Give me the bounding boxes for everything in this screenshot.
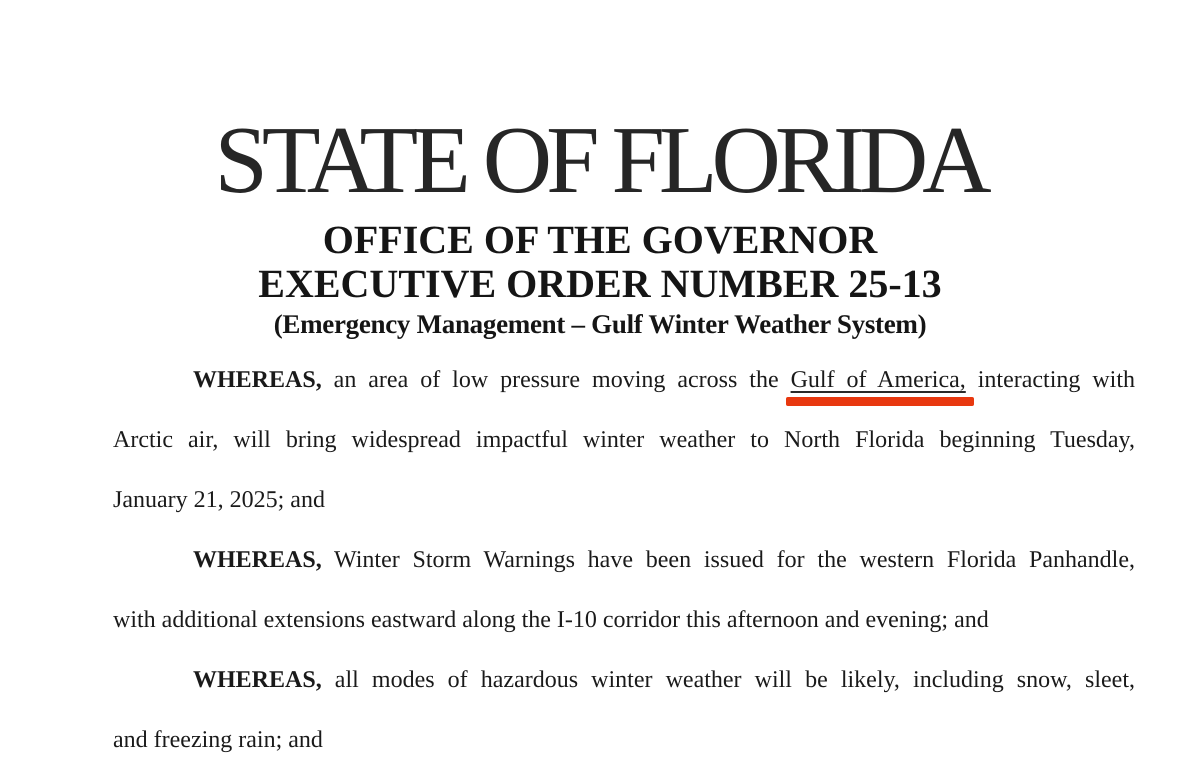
body-line [113, 350, 1135, 410]
body-line: and freezing rain; and [113, 727, 323, 753]
red-marker-underline [786, 397, 974, 406]
marked-text: Gulf of America, [790, 367, 966, 393]
office-line: OFFICE OF THE GOVERNOR [322, 217, 878, 262]
whereas-label: WHEREAS, [193, 547, 322, 573]
body-text: Winter Storm Warnings have been issued for the western Florida Panhandle, [321, 547, 1135, 573]
whereas-paragraph-2 [113, 530, 1135, 650]
whereas-label: WHEREAS, [193, 667, 322, 693]
body-text: an area of low pressure moving across the [321, 367, 791, 393]
gulf-of-america-marked-phrase [791, 367, 966, 393]
document-title: STATE OF FLORIDA [214, 106, 986, 213]
subject-line: (Emergency Management – Gulf Winter Weather System) [273, 309, 927, 339]
body-line [113, 530, 1135, 590]
order-number-line: EXECUTIVE ORDER NUMBER 25-13 [258, 261, 942, 306]
body-line: with additional extensions eastward along the I-10 corridor this afternoon and evening; and [113, 607, 989, 633]
whereas-label: WHEREAS, [193, 367, 322, 393]
body-line [113, 650, 1135, 710]
body-line: January 21, 2025; and [113, 487, 325, 513]
whereas-paragraph-1 [113, 350, 1135, 530]
body-text: interacting with [965, 367, 1135, 393]
body-line: Arctic air, will bring widespread impactful winter weather to North Florida beginning Tuesday, [113, 427, 1135, 453]
document-body [113, 350, 1135, 770]
body-text: all modes of hazardous winter weather will be likely, including snow, sleet, [321, 667, 1135, 693]
whereas-paragraph-3 [113, 650, 1135, 770]
